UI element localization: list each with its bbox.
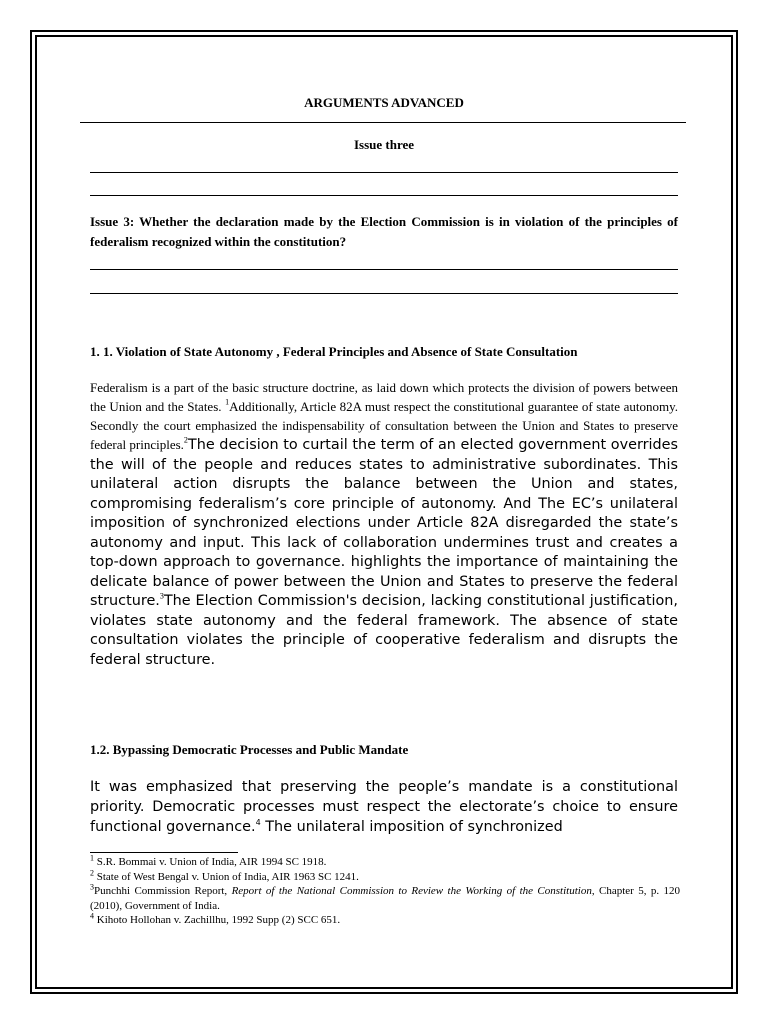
footnotes xyxy=(90,855,680,928)
issue-question: Issue 3: Whether the declaration made by the Election Commission is in violation of the principles of federalism recognized within the constitution? xyxy=(90,214,678,249)
section-1-paragraph xyxy=(90,378,678,670)
para2-text-b: The unilateral imposition of synchronized xyxy=(260,819,563,835)
footnote-3 xyxy=(90,884,680,913)
footnote-ref-4: 4 xyxy=(255,818,261,828)
footnote-ref-3: 3 xyxy=(159,591,164,601)
section-2-heading: 1.2. Bypassing Democratic Processes and Public Mandate xyxy=(90,742,409,757)
footnote-3-marker: 3 xyxy=(90,882,94,892)
issue-rule-2 xyxy=(90,195,678,196)
page-title: ARGUMENTS ADVANCED xyxy=(304,95,464,110)
footnote-2-text: State of West Bengal v. Union of India, AIR 1963 SC 1241. xyxy=(94,870,359,883)
footnote-1 xyxy=(90,855,680,870)
para-serif-a: Federalism is a part of the basic structure doctrine, as laid down which protects the division of powers between the Union and the States. xyxy=(90,380,678,414)
issue-rule-1 xyxy=(90,172,678,173)
footnote-2-marker: 2 xyxy=(90,867,94,877)
footnote-ref-2: 2 xyxy=(183,435,188,445)
footnote-4-marker: 4 xyxy=(90,911,94,921)
footnote-2 xyxy=(90,867,680,885)
section-2-paragraph xyxy=(90,777,678,837)
question-rule-1 xyxy=(90,269,678,270)
para-sans-b: The Election Commission's decision, lacking constitutional justification, violates state autonomy and the federal framework. The absence of state consultation violates the principle of cooperative federalism and disrupts the federal structure. xyxy=(90,593,678,668)
issue-label: Issue three xyxy=(353,137,415,152)
footnote-ref-1: 1 xyxy=(225,397,230,407)
footnote-4 xyxy=(90,913,680,928)
footnote-3-text-a: Punchhi Commission Report, xyxy=(94,885,232,897)
footnote-1-marker: 1 xyxy=(90,853,94,863)
question-rule-2 xyxy=(90,293,678,294)
title-divider xyxy=(80,122,686,123)
para2-text-a: It was emphasized that preserving the people’s mandate is a constitutional priority. Democratic processes must respect the electorate’s choice to ensure functional governance. xyxy=(90,779,678,835)
footnote-1-text: S.R. Bommai v. Union of India, AIR 1994 SC 1918. xyxy=(94,856,327,868)
para-serif-b: Additionally, Article 82A must respect the constitutional guarantee of state autonomy. Secondly the court emphasized the indispensability of consultation between the Union and States to preserve federal principles. xyxy=(90,399,678,452)
footnote-separator xyxy=(90,852,238,853)
para-sans-a: The decision to curtail the term of an elected government overrides the will of the people and reduces states to administrative subordinates. This unilateral action disrupts the balance between the Union and states, compromising federalism’s core principle of autonomy. And The EC’s unilateral imposition of synchronized elections under Article 82A disregarded the state’s autonomy and input. This lack of collaboration undermines trust and creates a top-down approach to governance. highlights the importance of maintaining the delicate balance of power between the Union and States to preserve the federal structure. xyxy=(90,437,679,609)
footnote-3-title: Report of the National Commission to Review the Working of the Constitution xyxy=(231,885,592,897)
footnote-3-text-b: , Chapter 5, p. 120 (2010), Government of India. xyxy=(90,885,680,912)
section-1-heading: 1. 1. Violation of State Autonomy , Federal Principles and Absence of State Consultation xyxy=(90,344,578,359)
footnote-4-text: Kihoto Hollohan v. Zachillhu, 1992 Supp (2) SCC 651. xyxy=(94,914,341,926)
